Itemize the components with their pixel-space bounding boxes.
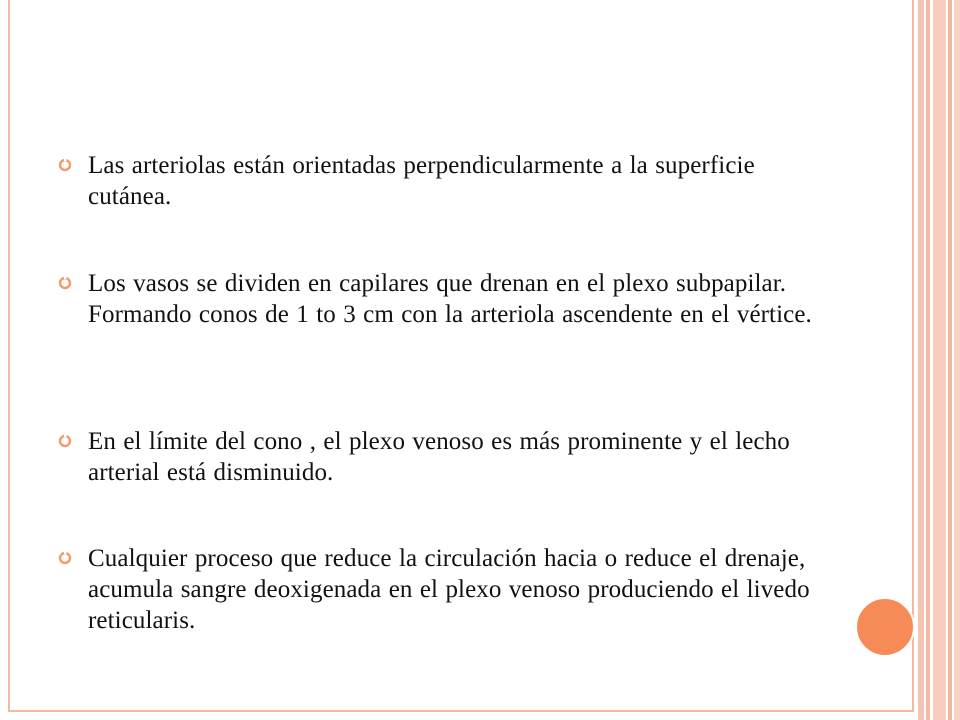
bullet-ring-icon <box>58 434 72 448</box>
bullet-text: Las arteriolas están orientadas perpendicularmente a la superficie cutánea. <box>88 152 755 210</box>
decorative-stripe <box>954 0 960 720</box>
bullet-text: En el límite del cono , el plexo venoso es más prominente y el lecho arterial está disminuido. <box>88 428 790 486</box>
decorative-stripe <box>918 0 924 720</box>
accent-circle <box>855 597 915 657</box>
decorative-stripe <box>926 0 930 720</box>
bullet-item <box>58 426 838 488</box>
decorative-stripe <box>933 0 946 720</box>
bullet-item <box>58 543 838 636</box>
bullet-text: Los vasos se dividen en capilares que drenan en el plexo subpapilar. Formando conos de 1 to 3 cm con la arteriola ascendente en el vértice. <box>88 270 812 328</box>
bullet-item <box>58 268 838 330</box>
decorative-stripe <box>948 0 952 720</box>
bullet-item <box>58 150 838 212</box>
bullet-text: Cualquier proceso que reduce la circulación hacia o reduce el drenaje, acumula sangre deoxigenada en el plexo venoso produciendo el livedo reticularis. <box>88 545 810 634</box>
bullet-ring-icon <box>58 276 72 290</box>
bullet-ring-icon <box>58 551 72 565</box>
bullet-ring-icon <box>58 158 72 172</box>
